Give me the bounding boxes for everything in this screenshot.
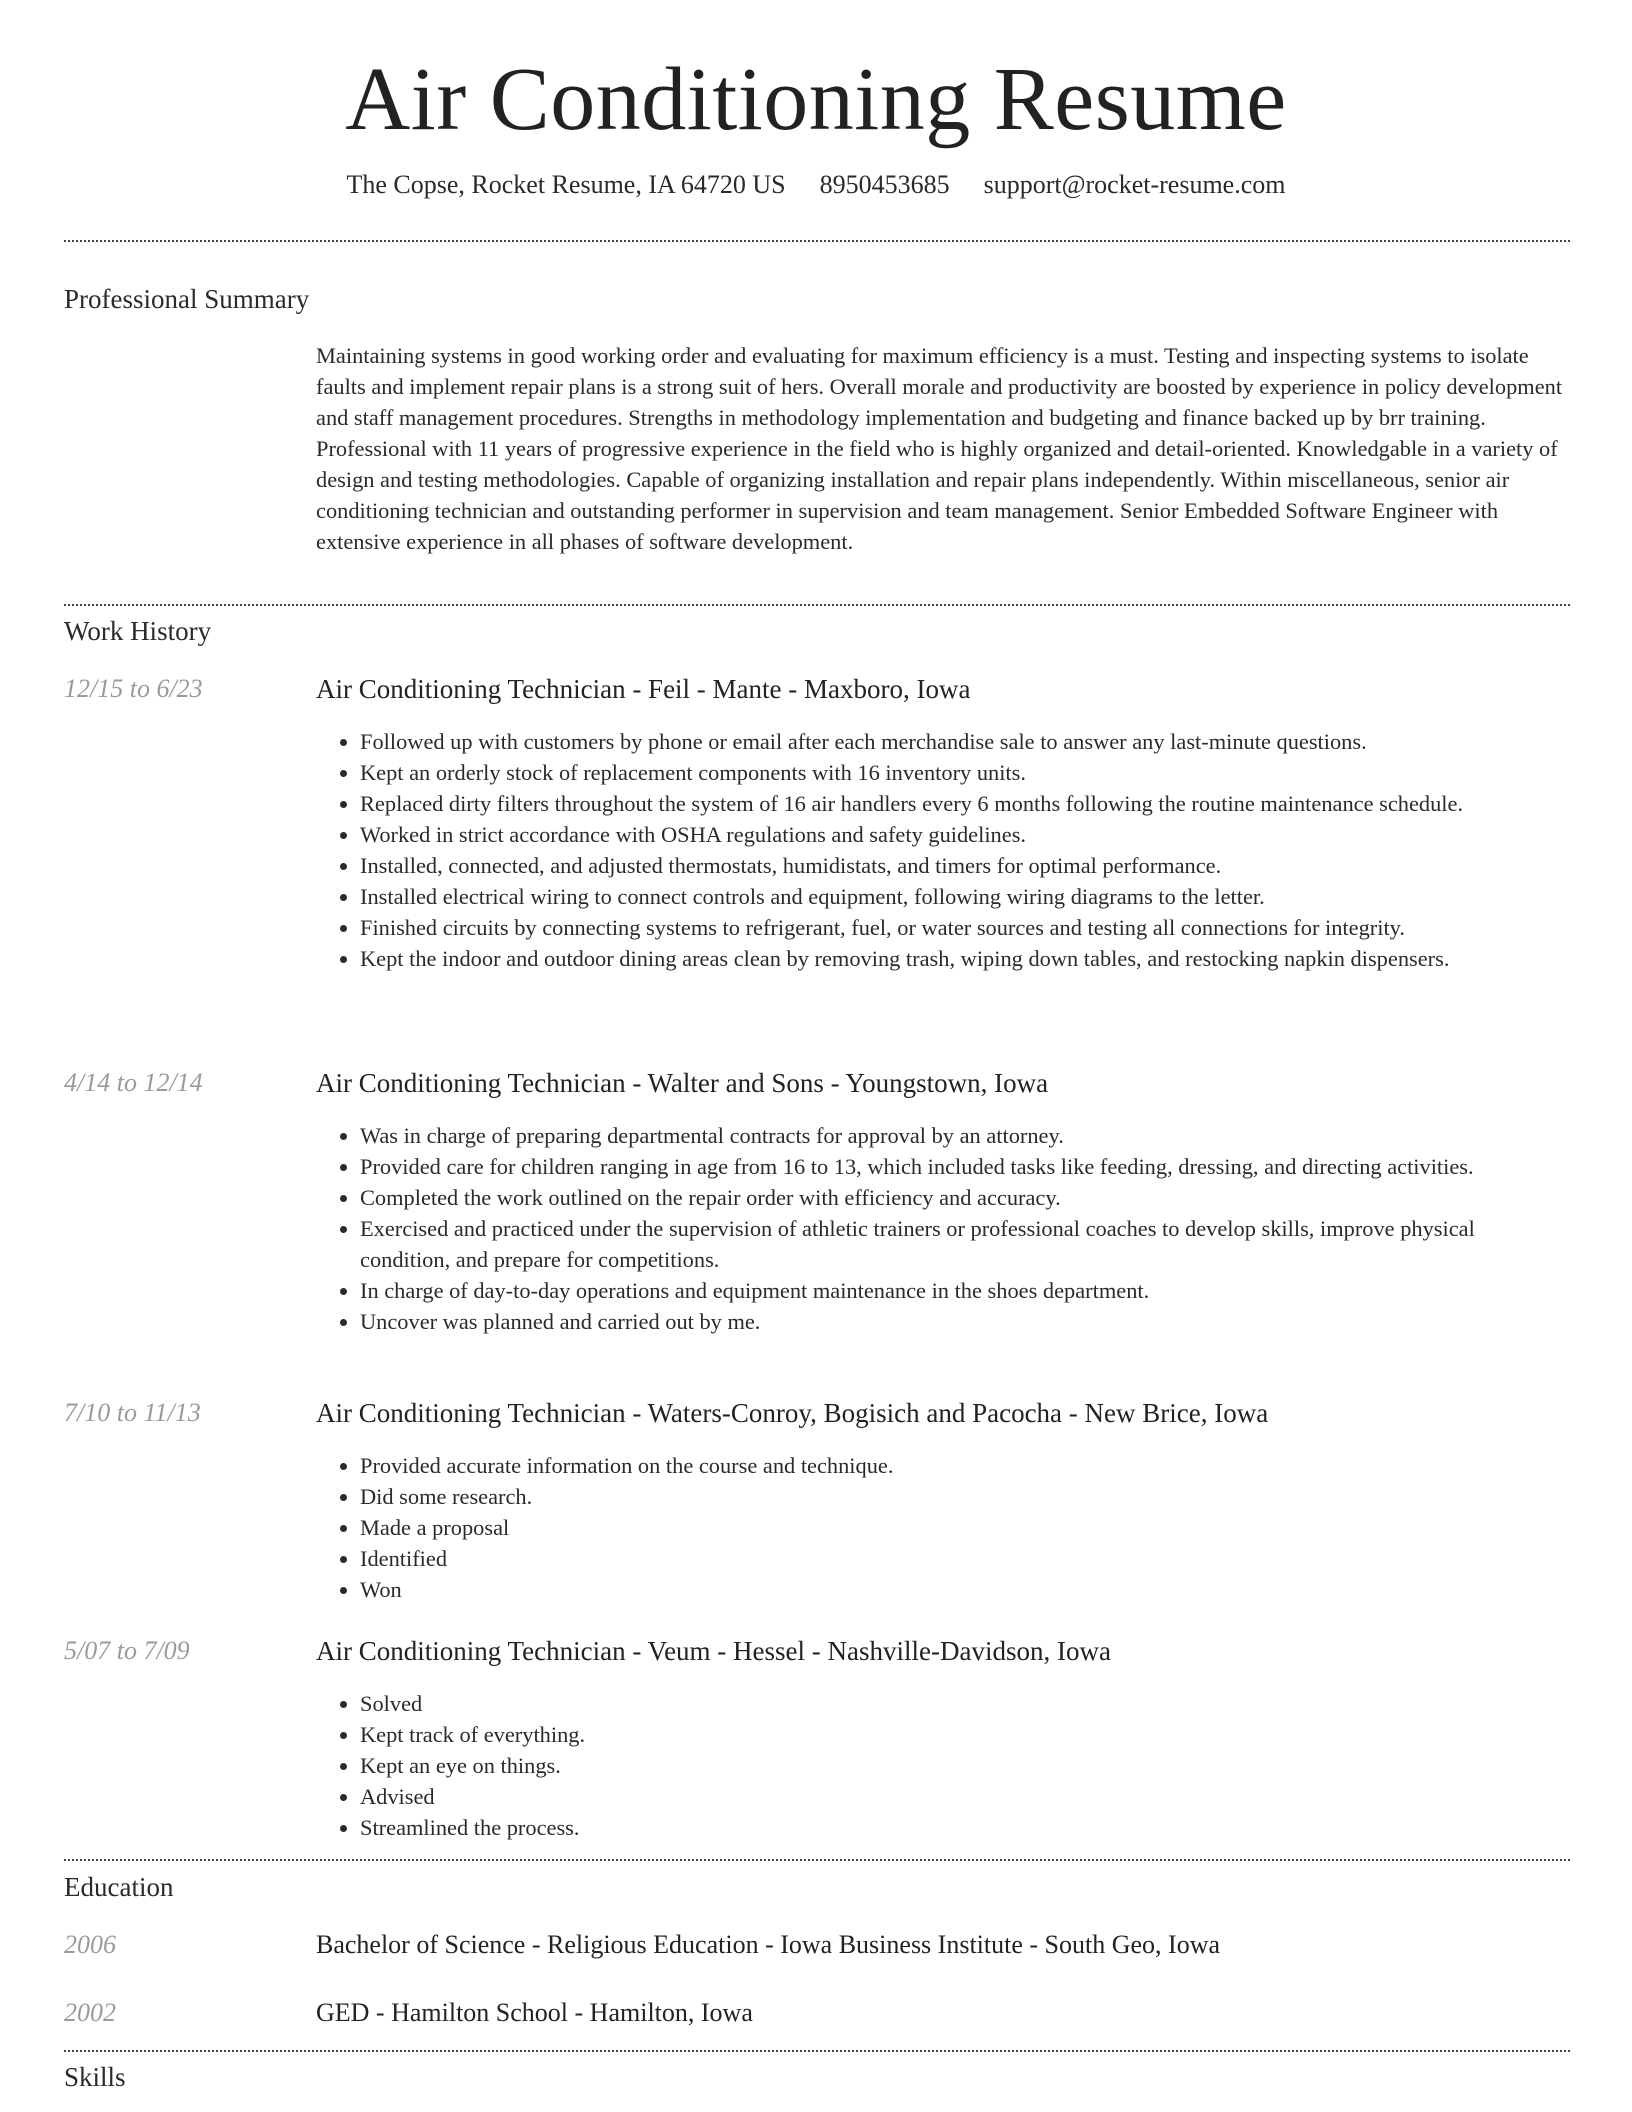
job-title: Air Conditioning Technician - Feil - Mante - Maxboro, Iowa <box>316 674 971 704</box>
summary-text: Maintaining systems in good working order and evaluating for maximum efficiency is a must. Testing and inspecting systems to isolate faults and implement repair plans is a strong suit of hers. Overall morale and productivity are boosted by experience in policy development and staff management procedures. Strengths in methodology implementation and budgeting and finance backed up by brr training. Professional with 11 years of progressive experience in the field who is highly organized and detail-oriented. Knowledgable in a variety of design and testing methodologies. Capable of organizing installation and repair plans independently. Within miscellaneous, senior air conditioning technician and outstanding performer in supervision and team management. Senior Embedded Software Engineer with extensive experience in all phases of software development. <box>316 343 1563 554</box>
job-date: 5/07 to 7/09 <box>64 1636 190 1665</box>
job-bullet: • Kept the indoor and outdoor dining areas clean by removing trash, wiping down tables, and restocking napkin dispensers. <box>360 943 1570 974</box>
job-bullet: • Exercised and practiced under the supervision of athletic trainers or professional coaches to develop skills, improve physical condition, and prepare for competitions. <box>360 1213 1570 1275</box>
education-title: GED - Hamilton School - Hamilton, Iowa <box>316 1998 753 2027</box>
divider <box>64 604 1570 606</box>
job-bullet: • Was in charge of preparing departmental contracts for approval by an attorney. <box>360 1120 1570 1151</box>
job-date: 4/14 to 12/14 <box>64 1068 203 1097</box>
job-date: 12/15 to 6/23 <box>64 674 203 703</box>
job-bullet: • Followed up with customers by phone or email after each merchandise sale to answer any last-minute questions. <box>360 726 1570 757</box>
job-bullet: • Worked in strict accordance with OSHA regulations and safety guidelines. <box>360 819 1570 850</box>
job-bullet: • Kept an orderly stock of replacement components with 16 inventory units. <box>360 757 1570 788</box>
contact-email: support@rocket-resume.com <box>983 170 1286 199</box>
job-bullet: • Made a proposal <box>360 1512 1570 1543</box>
education-date: 2006 <box>64 1930 116 1959</box>
contact-line <box>0 170 1632 200</box>
job-bullet: • Installed, connected, and adjusted thermostats, humidistats, and timers for optimal performance. <box>360 850 1570 881</box>
contact-phone: 8950453685 <box>819 170 950 199</box>
job-bullet: • Uncover was planned and carried out by me. <box>360 1306 1570 1337</box>
divider <box>64 1859 1570 1861</box>
job-bullets <box>360 1450 1570 1605</box>
job-bullet: • Won <box>360 1574 1570 1605</box>
job-title: Air Conditioning Technician - Walter and Sons - Youngstown, Iowa <box>316 1068 1049 1098</box>
contact-address: The Copse, Rocket Resume, IA 64720 US <box>346 170 786 199</box>
job-title: Air Conditioning Technician - Veum - Hessel - Nashville-Davidson, Iowa <box>316 1636 1111 1666</box>
job-date: 7/10 to 11/13 <box>64 1398 201 1427</box>
divider <box>64 240 1570 242</box>
education-title: Bachelor of Science - Religious Education - Iowa Business Institute - South Geo, Iowa <box>316 1930 1221 1959</box>
job-bullet: • Advised <box>360 1781 1570 1812</box>
job-title: Air Conditioning Technician - Waters-Conroy, Bogisich and Pacocha - New Brice, Iowa <box>316 1398 1269 1428</box>
job-bullet: • Streamlined the process. <box>360 1812 1570 1843</box>
work-history-heading: Work History <box>64 616 212 646</box>
job-bullets <box>360 1120 1570 1337</box>
resume-name: Air Conditioning Resume <box>345 50 1287 149</box>
job-bullet: • Installed electrical wiring to connect controls and equipment, following wiring diagrams to the letter. <box>360 881 1570 912</box>
education-date: 2002 <box>64 1998 116 2027</box>
job-bullet: • Kept an eye on things. <box>360 1750 1570 1781</box>
job-bullet: • Solved <box>360 1688 1570 1719</box>
summary-heading: Professional Summary <box>64 284 310 314</box>
job-bullet: • Replaced dirty filters throughout the system of 16 air handlers every 6 months following the routine maintenance schedule. <box>360 788 1570 819</box>
skills-heading: Skills <box>64 2062 126 2092</box>
job-bullet: • In charge of day-to-day operations and equipment maintenance in the shoes department. <box>360 1275 1570 1306</box>
job-bullets <box>360 1688 1570 1843</box>
job-bullet: • Finished circuits by connecting systems to refrigerant, fuel, or water sources and testing all connections for integrity. <box>360 912 1570 943</box>
job-bullet: • Kept track of everything. <box>360 1719 1570 1750</box>
job-bullet: • Provided accurate information on the course and technique. <box>360 1450 1570 1481</box>
job-bullet: • Completed the work outlined on the repair order with efficiency and accuracy. <box>360 1182 1570 1213</box>
job-bullet: • Provided care for children ranging in age from 16 to 13, which included tasks like feeding, dressing, and directing activities. <box>360 1151 1570 1182</box>
education-heading: Education <box>64 1872 174 1902</box>
job-bullet: • Did some research. <box>360 1481 1570 1512</box>
divider <box>64 2050 1570 2052</box>
job-bullets <box>360 726 1570 974</box>
job-bullet: • Identified <box>360 1543 1570 1574</box>
